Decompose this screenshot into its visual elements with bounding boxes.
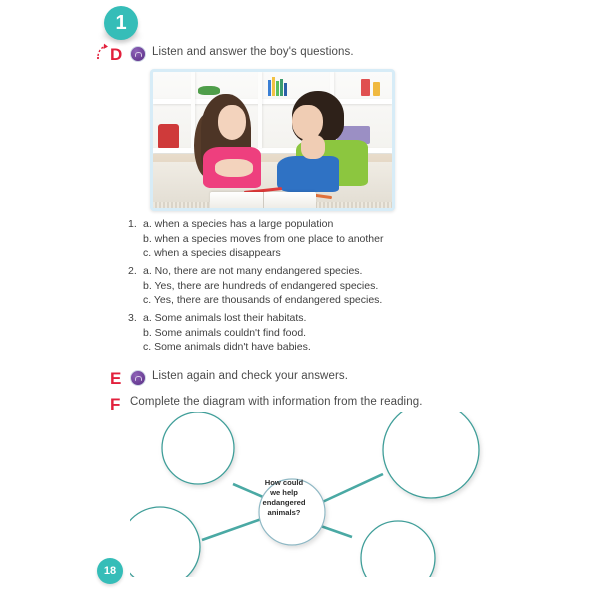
diagram-center-label [243, 478, 325, 518]
question-options [143, 217, 383, 261]
instruction-f: Complete the diagram with information from the reading. [130, 396, 423, 408]
question-options [143, 264, 382, 308]
bubble-bottom-right[interactable] [361, 521, 435, 577]
question-number: 3. [128, 312, 137, 324]
photo-box-red [158, 124, 180, 148]
question-number: 1. [128, 218, 137, 230]
exercise-letter-e: E [110, 369, 122, 388]
exercise-letter-d: D [110, 45, 123, 64]
question-option[interactable]: a. when a species has a large population [143, 218, 334, 230]
question-group-3 [128, 311, 311, 355]
instruction-d: Listen and answer the boy's questions. [152, 46, 354, 58]
center-label-line-1: How could [264, 478, 304, 487]
photo-books-1 [268, 77, 287, 96]
diagram-connector-bottom-left [202, 517, 267, 540]
question-group-1 [128, 217, 383, 261]
photo-girl-arm [215, 159, 253, 177]
question-options [143, 311, 311, 355]
photo-content [153, 72, 392, 208]
photo-open-book [210, 192, 315, 208]
bubble-top-right[interactable] [383, 412, 479, 498]
photo-shelf-board-1 [153, 99, 392, 104]
question-option[interactable]: c. when a species disappears [143, 247, 281, 259]
question-row [128, 217, 383, 261]
question-option[interactable]: c. Some animals didn't have babies. [143, 341, 311, 353]
center-label-line-4: animals? [267, 508, 301, 517]
question-option[interactable]: b. Yes, there are hundreds of endangered species. [143, 279, 379, 292]
photo-boy-arm [301, 135, 325, 159]
unit-badge: 1 [104, 6, 138, 40]
center-label-line-2: we help [270, 488, 298, 497]
diagram-connector-top-right [318, 474, 383, 504]
instruction-e: Listen again and check your answers. [152, 370, 349, 382]
question-row [128, 264, 382, 308]
exercise-letter-f: F [110, 395, 121, 414]
audio-icon-d[interactable] [130, 46, 146, 62]
question-row [128, 311, 311, 355]
question-group-2 [128, 264, 382, 308]
photo-girl-face [218, 105, 247, 140]
photo-boy-shirt-sleeve [277, 156, 339, 191]
question-option[interactable]: a. No, there are not many endangered species. [143, 265, 363, 277]
question-option[interactable]: c. Yes, there are thousands of endangered species. [143, 294, 383, 306]
question-option[interactable]: b. Some animals couldn't find food. [143, 326, 307, 339]
photo-shelf-divider-2 [258, 72, 262, 148]
page-number-badge: 18 [97, 558, 123, 584]
photo-children-talking [150, 69, 395, 211]
bubble-top-left[interactable] [162, 412, 234, 484]
question-option[interactable]: b. when a species moves from one place to another [143, 232, 384, 245]
photo-book-red [361, 79, 371, 97]
question-option[interactable]: a. Some animals lost their habitats. [143, 312, 307, 324]
bubble-bottom-left[interactable] [130, 507, 200, 577]
photo-plant-1 [198, 86, 220, 96]
audio-icon-e[interactable] [130, 370, 146, 386]
center-label-line-3: endangered [262, 498, 306, 507]
question-number: 2. [128, 265, 137, 277]
photo-book-yellow [373, 82, 380, 97]
